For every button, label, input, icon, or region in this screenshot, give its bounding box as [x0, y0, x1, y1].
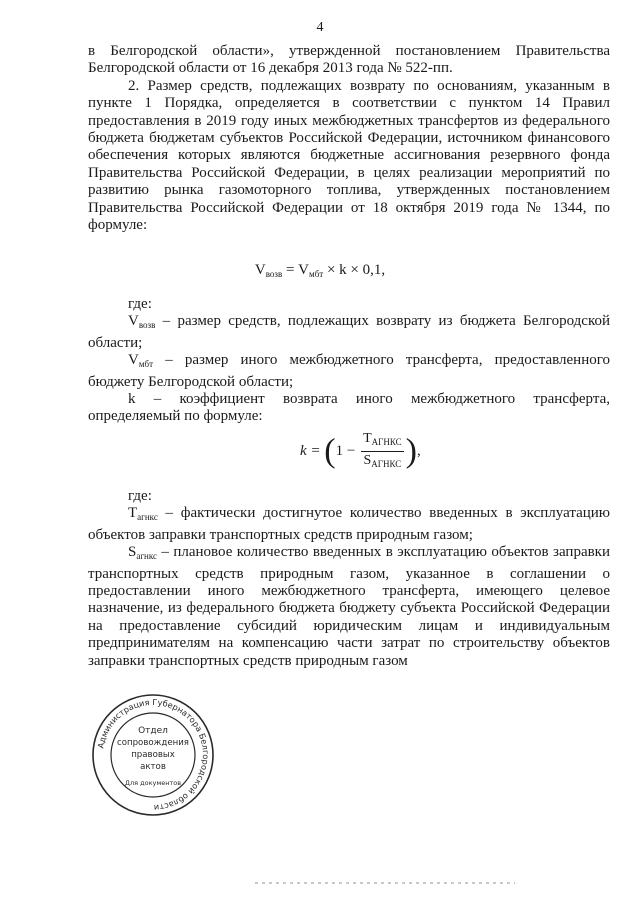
official-stamp [90, 692, 216, 818]
stamp-line-1: Отдел [138, 726, 168, 736]
stamp-line-3: правовых [131, 750, 175, 760]
paragraph-continuation: в Белгородской области», утвержденной постановлением Правительства Белгородской области от 16 декабря 2013 года № 522-пп. [88, 43, 610, 77]
definition-s: $S_{агнкс}$ – плановое количество введенных в эксплуатацию объектов заправки транспортных средств природным газом, указанное в соглашении о предоставлении иного межбюджетного трансферта, имеющего целевое назначение, из федерального бюджета бюджету субъекта Российской Федерации на предоставление субсидий юридическим лицам и индивидуальным предпринимателям на компенсацию части затрат по строительству объектов заправки транспортных средств природным газом [88, 544, 610, 669]
scan-artifact [255, 880, 515, 886]
definition-k: k – коэффициент возврата иного межбюджетного трансферта, определяемый по формуле: [88, 391, 610, 425]
stamp-line-2: сопровождения [117, 738, 189, 748]
formula-k: k = (1 − $\frac{T_{АГНКС}}{S_{АГНКС}}$ ), [300, 430, 421, 473]
where-label-2: где: [128, 488, 152, 504]
where-label-1: где: [128, 296, 152, 312]
definition-t: $T_{агнкс}$ – фактически достигнутое количество введенных в эксплуатацию объектов заправки транспортных средств природным газом; [88, 505, 610, 543]
stamp-ring-text: Администрация Губернатора Белгородской области [95, 696, 212, 814]
text-block-definitions-2 [88, 488, 610, 670]
stamp-bottom: Для документов [124, 779, 182, 787]
page-number: 4 [316, 20, 324, 35]
paragraph-2: 2. Размер средств, подлежащих возврату по основаниям, указанным в пункте 1 Порядка, определяется в соответствии с пунктом 14 Правил предоставления в 2019 году иных межбюджетных трансфертов из федерального бюджета бюджетам субъектов Российской Федерации, источником финансового обеспечения которых являются бюджетные ассигнования резервного фонда Правительства Российской Федерации, в целях реализации мероприятий по развитию рынка газомоторного топлива, утвержденных постановлением Правительства Российской Федерации от 18 октября 2019 года № 1344, по формуле: [88, 77, 610, 234]
formula-v-vozv: $V_{возв} = V_{мбт} \times k \times 0,1$, [254, 262, 386, 279]
text-block-definitions-1 [88, 296, 610, 426]
fraction: $\frac{T_{АГНКС}}{S_{АГНКС}}$ [363, 431, 402, 469]
definition-v-mbt: $V_{мбт}$ – размер иного межбюджетного трансферта, предоставленного бюджету Белгородской области; [88, 352, 610, 390]
definition-v-vozv: $V_{возв}$ – размер средств, подлежащих возврату из бюджета Белгородской области; [88, 313, 610, 351]
text-block-top [88, 43, 610, 234]
stamp-line-4: актов [140, 762, 166, 772]
